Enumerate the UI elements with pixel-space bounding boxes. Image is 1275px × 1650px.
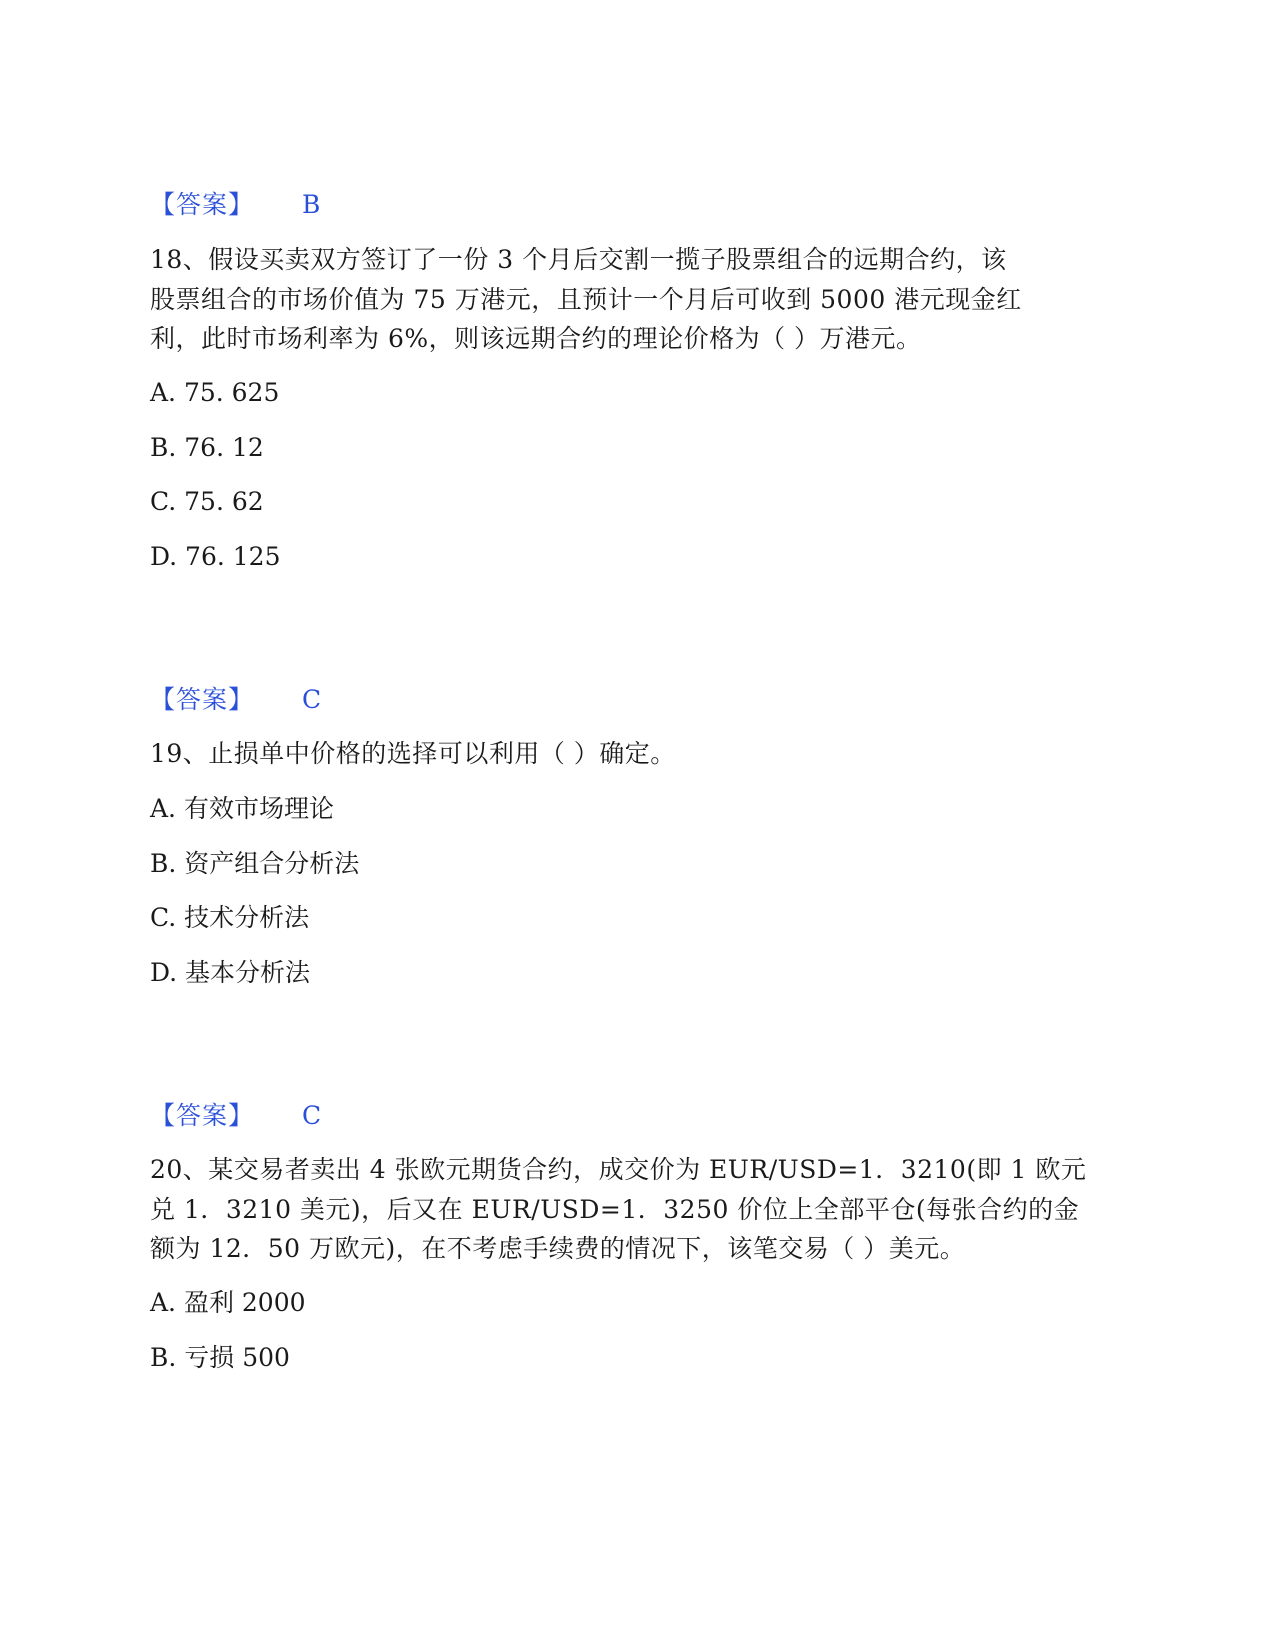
- option-a: A. 盈利 2000: [150, 1288, 306, 1317]
- answer-letter: B: [302, 190, 321, 219]
- question-20-line-2: 兑 1．3210 美元)，后又在 EUR/USD=1．3250 价位上全部平仓(每张合约的金: [150, 1195, 1080, 1224]
- answer-line: [150, 1101, 321, 1131]
- question-18-line-3: 利，此时市场利率为 6%，则该远期合约的理论价格为（ ）万港元。: [150, 324, 922, 353]
- answer-letter: C: [302, 1101, 322, 1130]
- answer-line: [150, 190, 320, 220]
- option-b: B. 亏损 500: [150, 1343, 290, 1372]
- option-d: D. 76. 125: [150, 542, 281, 571]
- answer-label: 【答案】: [150, 685, 255, 714]
- question-19-line-1: 19、止损单中价格的选择可以利用（ ）确定。: [150, 739, 676, 768]
- answer-line: [150, 685, 321, 715]
- option-b: B. 76. 12: [150, 433, 264, 462]
- question-18-line-1: 18、假设买卖双方签订了一份 3 个月后交割一揽子股票组合的远期合约，该: [150, 245, 1007, 274]
- answer-label: 【答案】: [150, 1101, 255, 1130]
- answer-label: 【答案】: [150, 190, 255, 219]
- question-20-line-3: 额为 12．50 万欧元)，在不考虑手续费的情况下，该笔交易（ ）美元。: [150, 1234, 966, 1263]
- option-c: C. 技术分析法: [150, 903, 310, 932]
- question-20-line-1: 20、某交易者卖出 4 张欧元期货合约，成交价为 EUR/USD=1．3210(即 1 欧元: [150, 1155, 1087, 1184]
- option-b: B. 资产组合分析法: [150, 849, 360, 878]
- option-a: A. 有效市场理论: [150, 794, 334, 823]
- option-d: D. 基本分析法: [150, 958, 311, 987]
- answer-letter: C: [302, 685, 322, 714]
- option-c: C. 75. 62: [150, 487, 264, 516]
- question-18-line-2: 股票组合的市场价值为 75 万港元，且预计一个月后可收到 5000 港元现金红: [150, 285, 1022, 314]
- option-a: A. 75. 625: [150, 378, 280, 407]
